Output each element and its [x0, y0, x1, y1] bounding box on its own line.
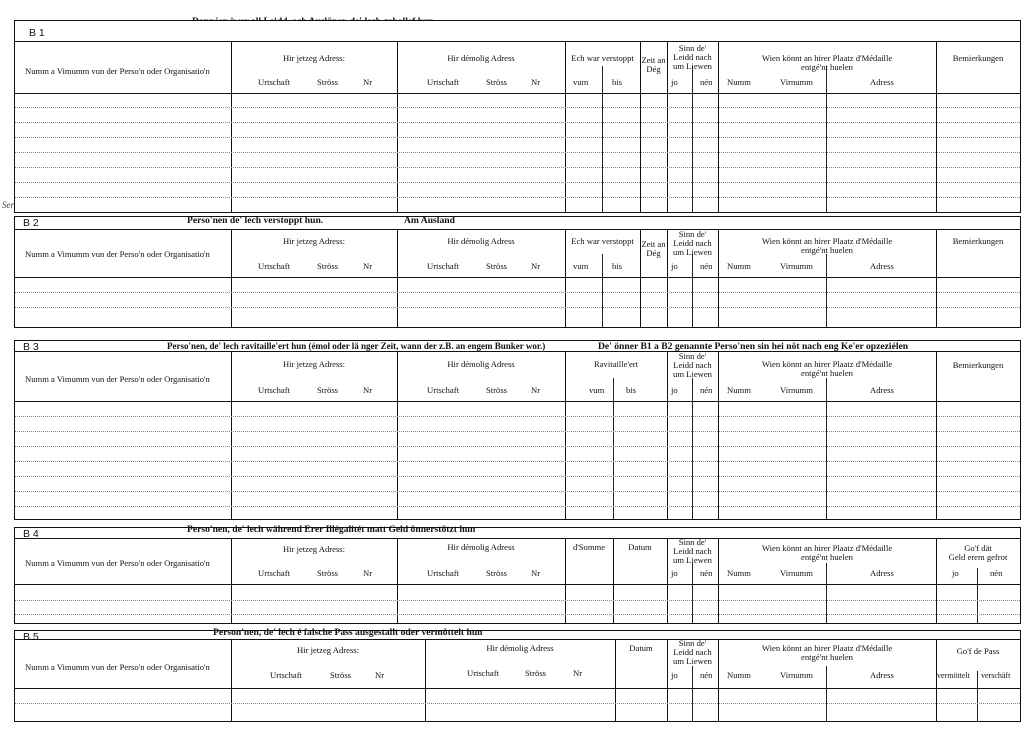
nr-header: Nr — [375, 670, 385, 680]
alive-header-2: Leidd nach — [673, 546, 712, 556]
place-header: Urtschaft — [427, 568, 459, 578]
medal-header-1: Wien könnt an hirer Plaatz d'Médaille — [761, 359, 893, 369]
hidden-header: Ech war verstoppt — [571, 236, 634, 246]
grid-line — [826, 66, 827, 212]
section-note: De' önner B1 a B2 genannte Perso'nen sin hei nöt nach eng Ke'er opzeziélen — [598, 341, 909, 352]
grid-line — [15, 584, 1020, 585]
alive-header-3: um Liewen — [673, 247, 712, 257]
to-header: bis — [612, 261, 623, 271]
grid-line — [613, 378, 614, 519]
entry-line[interactable] — [15, 506, 1020, 507]
medal-name-header: Numm — [727, 385, 751, 395]
nr-header: Nr — [531, 385, 541, 395]
from-header: vum — [589, 385, 605, 395]
medal-header-2: entgé'nt huelen — [801, 552, 853, 562]
alive-header-1: Sinn de' — [678, 537, 707, 547]
section-code: B 4 — [23, 528, 39, 540]
entry-line[interactable] — [15, 614, 1020, 615]
grid-line — [15, 538, 1020, 539]
name-col-header: Numm a Vimumm vun der Perso'n oder Organisatio'n — [25, 66, 210, 76]
section-code: B 5 — [23, 631, 39, 643]
yes-header: jo — [671, 261, 678, 271]
medal-header-2: entgé'nt huelen — [801, 368, 853, 378]
medal-firstname-header: Virnumm — [780, 77, 813, 87]
medal-address-header: Adress — [870, 670, 894, 680]
entry-line[interactable] — [15, 307, 1020, 308]
section-b1 — [14, 20, 1021, 213]
entry-line[interactable] — [15, 107, 1020, 108]
alive-header-1: Sinn de' — [678, 229, 707, 239]
money-back-header-1: Go'f dät — [964, 543, 992, 553]
grid-line — [936, 41, 937, 212]
street-header: Ströss — [486, 385, 508, 395]
alive-header-2: Leidd nach — [673, 52, 712, 62]
grid-line — [692, 378, 693, 519]
grid-line — [936, 351, 937, 519]
entry-line[interactable] — [15, 122, 1020, 123]
pass-given-header: vermöttelt — [937, 671, 970, 680]
grid-line — [692, 66, 693, 212]
medal-firstname-header: Virnumm — [780, 261, 813, 271]
alive-header-1: Sinn de' — [678, 638, 707, 648]
medal-header-1: Wien könnt an hirer Plaatz d'Médaille — [761, 236, 893, 246]
entry-line[interactable] — [15, 491, 1020, 492]
alive-header-3: um Liewen — [673, 555, 712, 565]
former-address-header: Hir démolig Adress — [447, 542, 515, 552]
street-header: Ströss — [486, 261, 508, 271]
medal-header-2: entgé'nt huelen — [801, 652, 853, 662]
yes-header: jo — [671, 670, 678, 680]
pass-header: Go'f de Pass — [956, 646, 1000, 656]
current-address-header: Hir jetzeg Adress: — [282, 236, 346, 246]
from-header: vum — [573, 77, 589, 87]
place-header: Urtschaft — [270, 670, 302, 680]
header-rule — [15, 93, 1020, 94]
nr-header: Nr — [531, 568, 541, 578]
yes-header: jo — [952, 568, 959, 578]
grid-line — [231, 351, 232, 519]
medal-address-header: Adress — [870, 385, 894, 395]
alive-header-3: um Liewen — [673, 656, 712, 666]
grid-line — [15, 639, 1020, 640]
medal-address-header: Adress — [870, 77, 894, 87]
entry-line[interactable] — [15, 197, 1020, 198]
hidden-header: Ech war verstoppt — [571, 53, 634, 63]
grid-line — [15, 401, 1020, 402]
nr-header: Nr — [363, 385, 373, 395]
current-address-header: Hir jetzeg Adress: — [296, 645, 360, 655]
place-header: Urtschaft — [427, 261, 459, 271]
alive-header-3: um Liewen — [673, 369, 712, 379]
date-header: Datum — [629, 643, 653, 653]
street-header: Ströss — [317, 77, 339, 87]
entry-line[interactable] — [15, 476, 1020, 477]
former-address-header: Hir démolig Adress — [447, 359, 515, 369]
margin-note: Ser — [2, 200, 14, 210]
place-header: Urtschaft — [258, 385, 290, 395]
medal-firstname-header: Virnumm — [780, 385, 813, 395]
place-header: Urtschaft — [258, 77, 290, 87]
medal-name-header: Numm — [727, 568, 751, 578]
money-back-header-2: Geld erem gefrot — [948, 552, 1008, 562]
grid-line — [565, 351, 566, 519]
medal-header-1: Wien könnt an hirer Plaatz d'Médaille — [761, 543, 893, 553]
name-col-header: Numm a Vimumm vun der Perso'n oder Organisatio'n — [25, 249, 210, 259]
entry-line[interactable] — [15, 292, 1020, 293]
remarks-header: Bemierkungen — [952, 236, 1004, 246]
grid-line — [15, 688, 1020, 689]
yes-header: jo — [671, 385, 678, 395]
to-header: bis — [612, 77, 623, 87]
former-address-header: Hir démolig Adress — [447, 53, 515, 63]
entry-line[interactable] — [15, 137, 1020, 138]
no-header: nén — [700, 568, 713, 578]
current-address-header: Hir jetzeg Adress: — [282, 53, 346, 63]
alive-header-1: Sinn de' — [678, 43, 707, 53]
nr-header: Nr — [531, 261, 541, 271]
no-header: nén — [990, 568, 1003, 578]
grid-line — [231, 41, 232, 212]
grid-line — [397, 41, 398, 212]
grid-line — [977, 671, 978, 721]
grid-line — [15, 277, 1020, 278]
place-header: Urtschaft — [427, 385, 459, 395]
from-header: vum — [573, 261, 589, 271]
entry-line[interactable] — [15, 182, 1020, 183]
no-header: nén — [700, 670, 713, 680]
nr-header: Nr — [531, 77, 541, 87]
place-header: Urtschaft — [467, 668, 499, 678]
grid-line — [692, 666, 693, 721]
alive-header-2: Leidd nach — [673, 647, 712, 657]
place-header: Urtschaft — [258, 261, 290, 271]
place-header: Urtschaft — [258, 568, 290, 578]
entry-line[interactable] — [15, 167, 1020, 168]
medal-header-2: entgé'nt huelen — [801, 245, 853, 255]
medal-header-1: Wien könnt an hirer Plaatz d'Médaille — [761, 53, 893, 63]
entry-line[interactable] — [15, 461, 1020, 462]
remarks-header: Bemierkungen — [952, 360, 1004, 370]
current-address-header: Hir jetzeg Adress: — [282, 359, 346, 369]
entry-line[interactable] — [15, 703, 1020, 704]
name-col-header: Numm a Vimumm vun der Perso'n oder Organisatio'n — [25, 374, 210, 384]
to-header: bis — [626, 385, 637, 395]
nr-header: Nr — [573, 668, 583, 678]
medal-firstname-header: Virnumm — [780, 670, 813, 680]
alive-header-2: Leidd nach — [673, 360, 712, 370]
grid-line — [15, 229, 1020, 230]
former-address-header: Hir démolig Adress — [486, 643, 554, 653]
grid-line — [397, 351, 398, 519]
section-title: Person'nen, de' lech é falsche Pass ausgestallt oder vermöttelt hun — [213, 627, 483, 638]
entry-line[interactable] — [15, 600, 1020, 601]
alive-header-2: Leidd nach — [673, 238, 712, 248]
section-code: B 2 — [23, 217, 39, 229]
section-b3 — [14, 340, 1021, 520]
street-header: Ströss — [525, 668, 547, 678]
grid-line — [826, 254, 827, 327]
days-header: Zeit an Dég — [641, 239, 666, 258]
street-header: Ströss — [330, 670, 352, 680]
former-address-header: Hir démolig Adress — [447, 236, 515, 246]
section-code: B 3 — [23, 341, 39, 353]
nr-header: Nr — [363, 77, 373, 87]
section-b4 — [14, 524, 1021, 624]
yes-header: jo — [671, 568, 678, 578]
entry-line[interactable] — [15, 152, 1020, 153]
name-col-header: Numm a Vimumm vun der Perso'n oder Organisatio'n — [25, 558, 210, 568]
section-b5 — [14, 627, 1021, 722]
pass-issued-header: verschäft — [981, 671, 1011, 680]
street-header: Ströss — [486, 568, 508, 578]
amount-header: d'Somme — [572, 542, 606, 552]
section-title: Perso'nen, de' lech ravitaille'ert hun (émol oder lä nger Zeit, wann der z.B. an engem Bunker wor.) — [167, 341, 546, 351]
medal-name-header: Numm — [727, 261, 751, 271]
alive-header-3: um Liewen — [673, 61, 712, 71]
grid-line — [15, 351, 1020, 352]
grid-line — [602, 254, 603, 327]
street-header: Ströss — [317, 261, 339, 271]
remarks-header: Bemierkungen — [952, 53, 1004, 63]
medal-header-1: Wien könnt an hirer Plaatz d'Médaille — [761, 643, 893, 653]
nr-header: Nr — [363, 261, 373, 271]
alive-header-1: Sinn de' — [678, 351, 707, 361]
section-b2 — [14, 216, 1021, 328]
name-col-header: Numm a Vimumm vun der Perso'n oder Organisatio'n — [25, 662, 210, 672]
nr-header: Nr — [363, 568, 373, 578]
days-header: Zeit an Dég — [641, 55, 666, 74]
abroad-label: Am Ausland — [404, 215, 455, 226]
date-header: Datum — [628, 542, 652, 552]
medal-header-2: entgé'nt huelen — [801, 62, 853, 72]
entry-line[interactable] — [15, 416, 1020, 417]
section-code: B 1 — [29, 27, 45, 39]
grid-line — [692, 254, 693, 327]
street-header: Ströss — [317, 568, 339, 578]
medal-name-header: Numm — [727, 670, 751, 680]
medal-address-header: Adress — [870, 261, 894, 271]
place-header: Urtschaft — [427, 77, 459, 87]
header-rule — [15, 41, 1020, 42]
section-title: Perso'nen de' lech verstoppt hun. — [187, 215, 324, 226]
grid-line — [826, 378, 827, 519]
grid-line — [826, 666, 827, 721]
medal-firstname-header: Virnumm — [780, 568, 813, 578]
grid-line — [602, 66, 603, 212]
yes-header: jo — [671, 77, 678, 87]
entry-line[interactable] — [15, 431, 1020, 432]
street-header: Ströss — [486, 77, 508, 87]
section-title: Perso'nen, de' lech während Erer Illégalitét matt Geld önnerstötzt hun — [187, 524, 476, 535]
current-address-header: Hir jetzeg Adress: — [282, 544, 346, 554]
no-header: nén — [700, 385, 713, 395]
no-header: nén — [700, 77, 713, 87]
supplied-header: Ravitaille'ert — [593, 359, 639, 369]
street-header: Ströss — [317, 385, 339, 395]
no-header: nén — [700, 261, 713, 271]
grid-line — [565, 41, 566, 212]
medal-name-header: Numm — [727, 77, 751, 87]
medal-address-header: Adress — [870, 568, 894, 578]
entry-line[interactable] — [15, 446, 1020, 447]
